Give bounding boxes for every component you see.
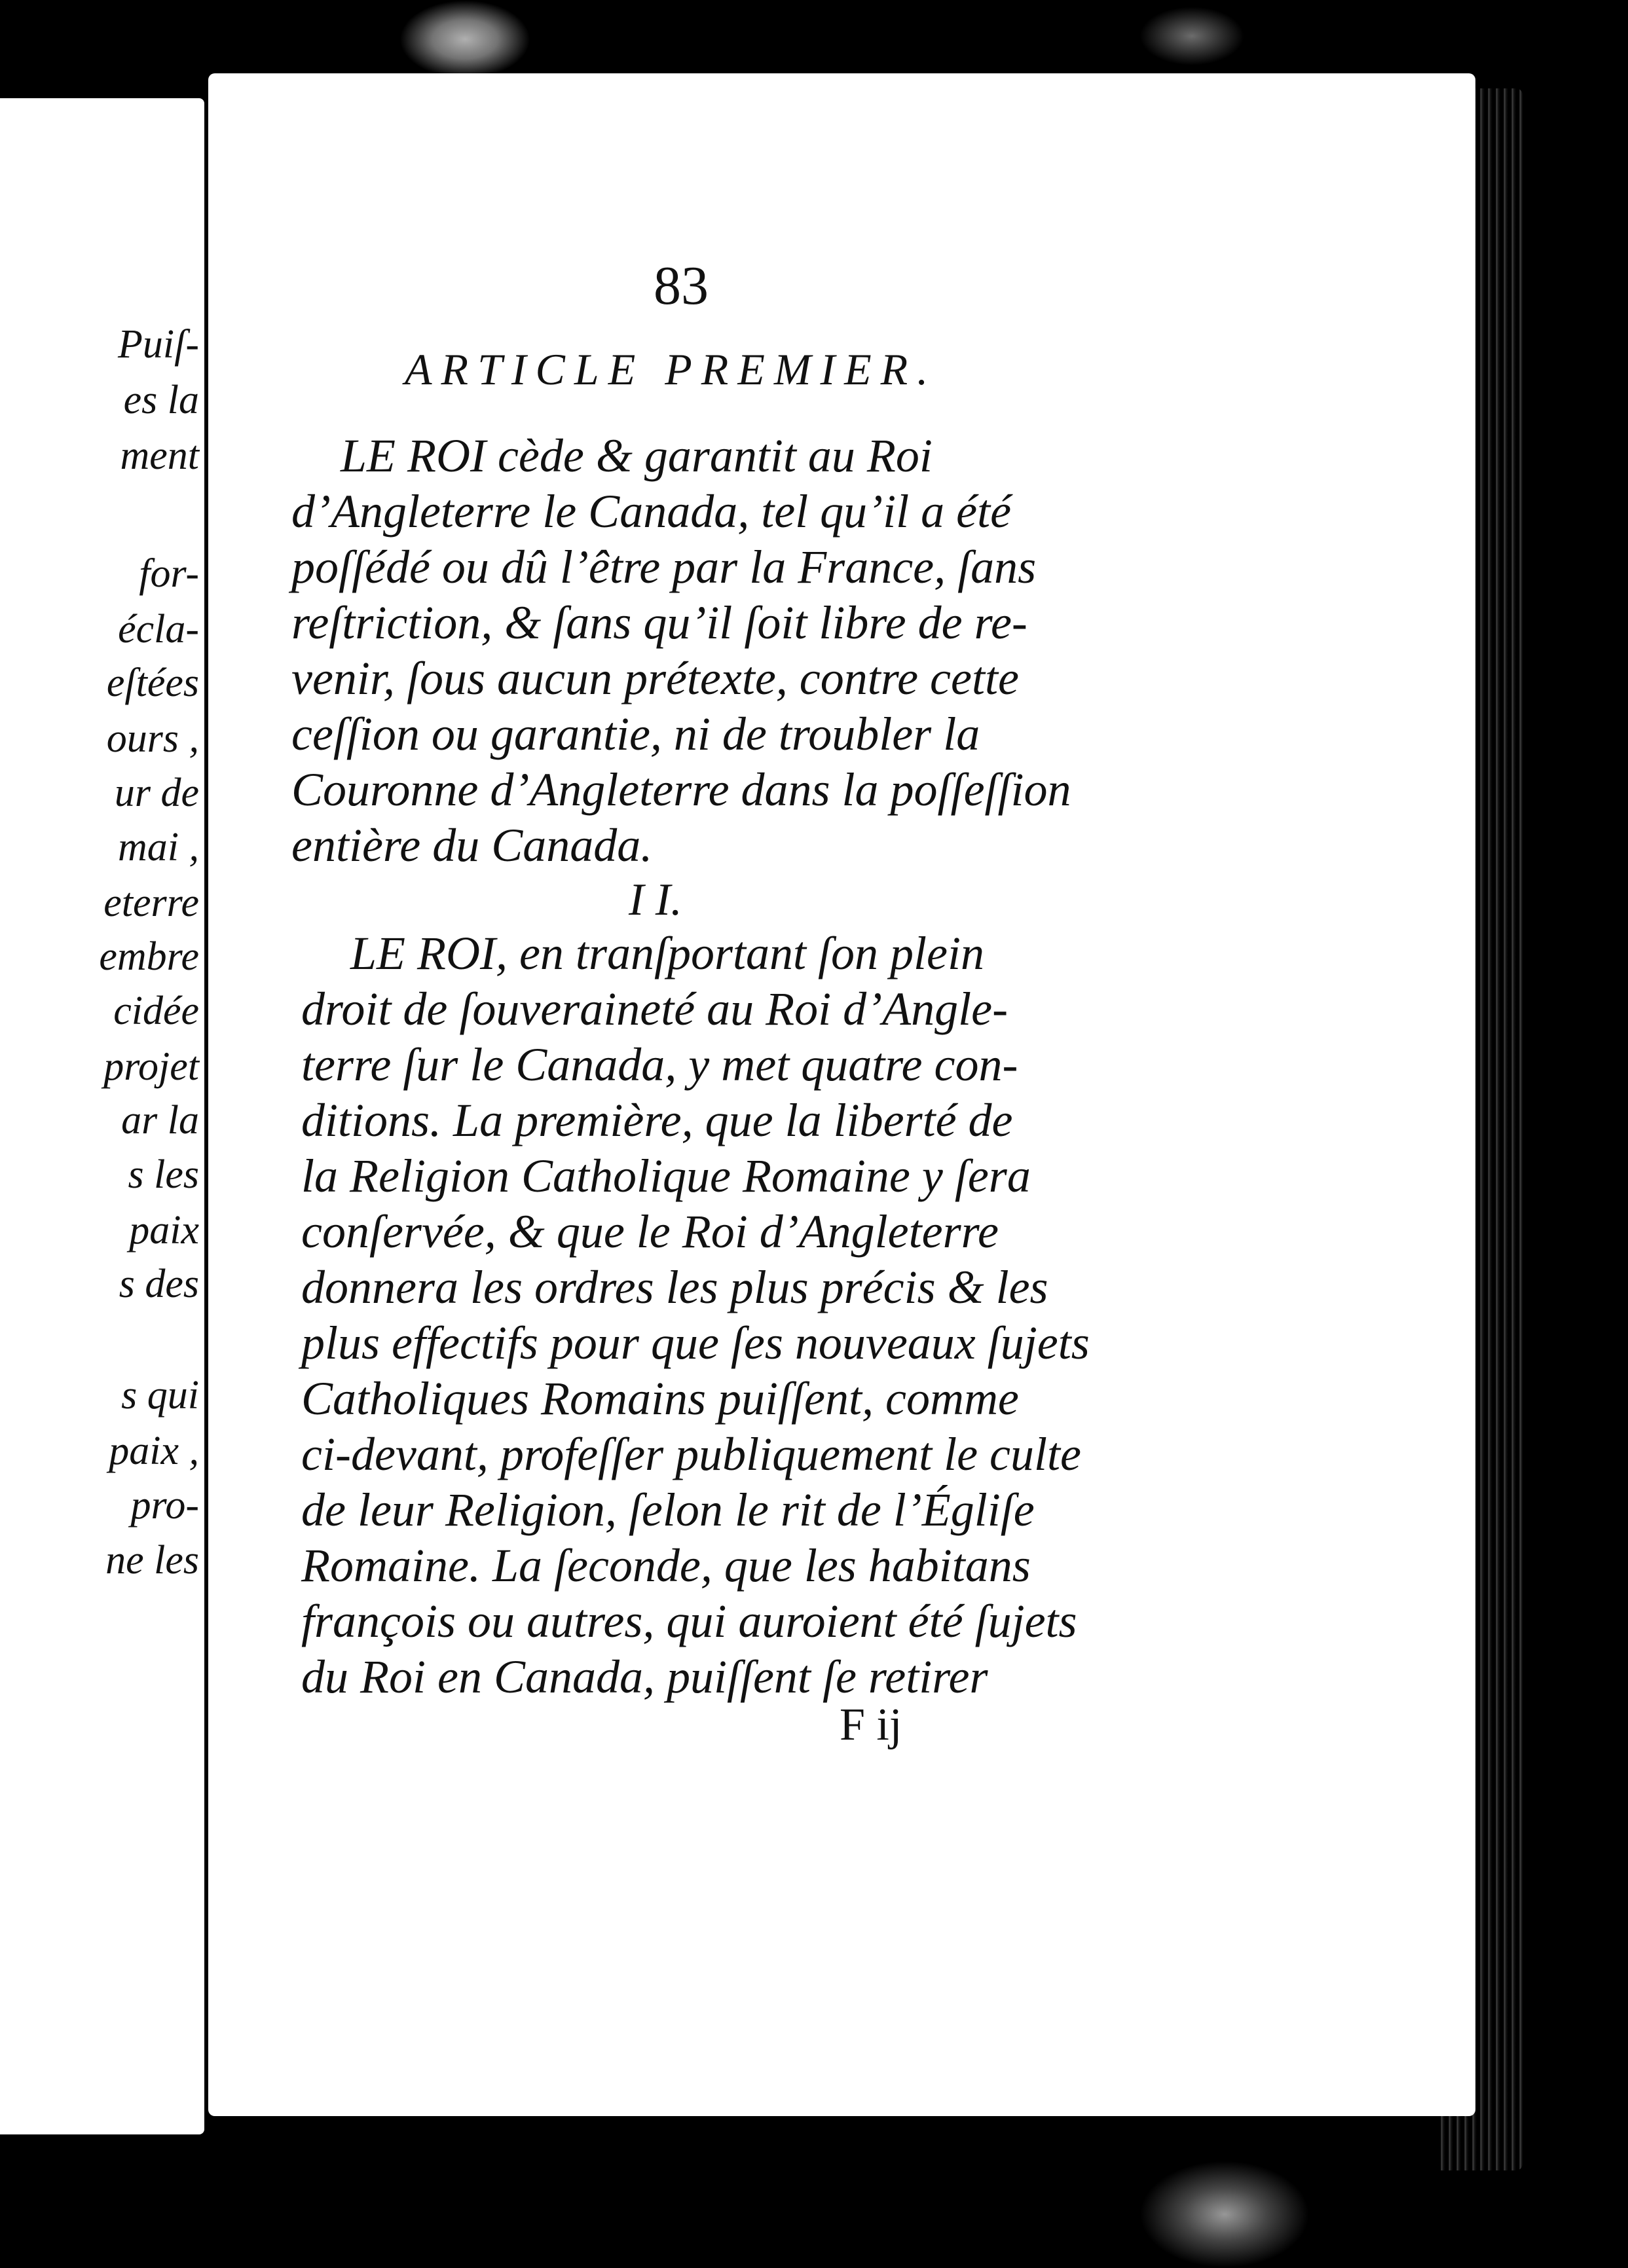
- text-line: entière du Canada.: [291, 819, 653, 871]
- article-heading: ARTICLE PREMIER.: [405, 344, 938, 394]
- left-page-line: pro-: [130, 1483, 199, 1527]
- text-line: LE ROI cède & garantit au Roi: [341, 430, 933, 482]
- left-page-line: embre: [99, 934, 199, 979]
- text-line: d’Angleterre le Canada, tel qu’il a été: [291, 485, 1012, 538]
- left-page-line: projet: [103, 1044, 199, 1089]
- text-line: venir, ſous aucun prétexte, contre cette: [291, 652, 1019, 704]
- text-line: LE ROI, en tranſportant ſon plein: [350, 927, 984, 979]
- text-line: la Religion Catholique Romaine y ſera: [301, 1150, 1031, 1202]
- section-number: I I.: [629, 875, 682, 925]
- left-page-line: paix: [129, 1208, 199, 1253]
- scan-stain-top-right: [1139, 7, 1244, 65]
- text-line: poſſédé ou dû l’être par la France, ſans: [291, 541, 1037, 593]
- scan-stain-bottom: [1139, 2161, 1310, 2268]
- text-line: ditions. La première, que la liberté de: [301, 1094, 1013, 1146]
- left-page-line: eſtées: [106, 661, 199, 705]
- text-line: droit de ſouveraineté au Roi d’Angle-: [301, 983, 1008, 1035]
- left-page-line: ment: [120, 433, 199, 478]
- left-facing-page: [0, 98, 204, 2134]
- left-page-line: s qui: [121, 1373, 199, 1418]
- text-line: donnera les ordres les plus précis & les: [301, 1261, 1048, 1313]
- text-line: terre ſur le Canada, y met quatre con-: [301, 1038, 1018, 1091]
- text-line: du Roi en Canada, puiſſent ſe retirer: [301, 1651, 988, 1703]
- left-page-line: ar la: [121, 1098, 199, 1143]
- left-page-line: écla-: [118, 607, 199, 651]
- left-page-line: cidée: [113, 989, 199, 1033]
- left-page-line: ne les: [105, 1538, 199, 1582]
- text-line: conſervée, & que le Roi d’Angleterre: [301, 1205, 999, 1258]
- left-page-line: mai ,: [118, 825, 199, 869]
- left-page-line: paix ,: [109, 1429, 199, 1473]
- text-line: Romaine. La ſeconde, que les habitans: [301, 1539, 1031, 1592]
- text-line: Catholiques Romains puiſſent, comme: [301, 1372, 1019, 1425]
- text-line: reſtriction, & ſans qu’il ſoit libre de re-: [291, 596, 1027, 649]
- page-number: 83: [654, 255, 709, 316]
- left-page-line: eterre: [103, 881, 199, 925]
- text-line: ceſſion ou garantie, ni de troubler la: [291, 708, 980, 760]
- text-line: ci-devant, profeſſer publiquement le culte: [301, 1428, 1081, 1480]
- left-page-line: s les: [128, 1152, 199, 1197]
- left-page-line: ours ,: [106, 716, 199, 761]
- left-page-line: es la: [123, 378, 199, 422]
- text-line: de leur Religion, ſelon le rit de l’Égliſe: [301, 1484, 1035, 1536]
- left-page-line: ur de: [114, 771, 199, 815]
- scan-stain-top: [399, 0, 530, 79]
- text-line: plus effectifs pour que ſes nouveaux ſujets: [301, 1317, 1090, 1369]
- left-page-line: for-: [139, 551, 199, 596]
- left-page-line: Puiſ-: [118, 322, 199, 367]
- signature-mark: F ij: [840, 1700, 902, 1750]
- text-line: françois ou autres, qui auroient été ſujets: [301, 1595, 1077, 1647]
- text-line: Couronne d’Angleterre dans la poſſeſſion: [291, 763, 1071, 816]
- left-page-line: s des: [119, 1262, 199, 1306]
